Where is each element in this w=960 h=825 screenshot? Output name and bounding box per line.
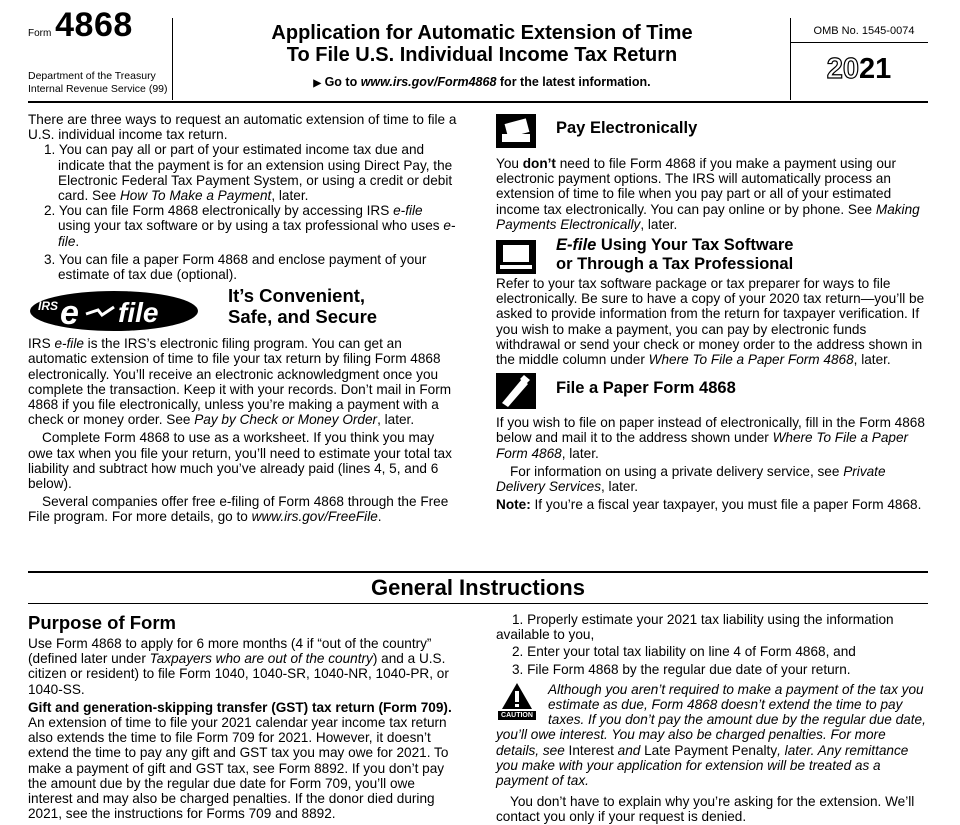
form-number: 4868: [55, 6, 133, 44]
out-of-country-link[interactable]: Taxpayers who are out of the country: [149, 651, 373, 667]
right-column: [496, 112, 930, 512]
caution-paragraph: [496, 682, 928, 788]
making-payments-link[interactable]: Making Payments Electronically: [496, 201, 920, 232]
ef-heading-italic: E-file: [556, 236, 597, 255]
text: Although you aren’t required to make a payment of the tax you estimate as due, Form 4868 doesn’t extend the time to pay taxes. If you don’t pay the amount due by the regular due date, you’ll owe interest. You may also be charged penalties. For more details, see: [496, 681, 926, 758]
way-text: , later.: [271, 188, 309, 204]
dept-treasury: Department of the Treasury: [28, 70, 156, 82]
goto-line: [176, 75, 788, 91]
way-italic: e-file: [393, 203, 423, 219]
efile-block: [28, 285, 458, 335]
irs-line: Internal Revenue Service (99): [28, 83, 168, 95]
text: , later.: [640, 216, 678, 232]
ef-heading-line2: or Through a Tax Professional: [556, 255, 794, 274]
form-title-line2: To File U.S. Individual Income Tax Return: [286, 44, 678, 66]
ef-heading: [556, 236, 793, 274]
intro-paragraph: There are three ways to request an automatic extension of time to file a U.S. individual income tax return.: [28, 112, 457, 143]
step-text: Properly estimate your 2021 tax liability using the information available to you,: [496, 612, 894, 643]
step-item-3: [496, 662, 928, 677]
text: , later.: [601, 479, 639, 495]
text: For information on using a private delivery service, see: [510, 463, 844, 479]
pay-heading-row: [496, 112, 930, 150]
form-word: Form: [28, 28, 52, 39]
steps-list: [496, 612, 928, 677]
omb-rule: [790, 42, 928, 43]
pay-heading: Pay Electronically: [556, 119, 698, 137]
ef-paragraph: [496, 276, 930, 367]
goto-suffix: for the latest information.: [499, 75, 651, 89]
step-num: 3.: [512, 661, 524, 677]
ways-list: [28, 142, 458, 282]
general-left-column: [28, 612, 458, 821]
general-top-rule: [28, 571, 928, 573]
way-text: You can file Form 4868 electronically by accessing IRS: [58, 203, 394, 219]
caution-warning-icon: [501, 682, 533, 710]
efile-logo-irs: IRS: [38, 299, 59, 314]
text: , later.: [377, 412, 415, 428]
way-item-2: [28, 203, 458, 249]
efile-heading-line1: It’s Convenient,: [228, 285, 366, 307]
caution-badge: [496, 682, 538, 722]
efile-paragraph-2: Complete Form 4868 to use as a worksheet. If you think you may owe tax when you file your return, you’ll need to estimate your total tax liability and subtract how much you’ve already paid (lines 4, 5, and 6 below).: [28, 430, 452, 492]
ef-heading-row: [496, 236, 930, 274]
text: Use Form 4868 to apply for 6 more months (4 if “out of the country” (defined later under: [28, 636, 432, 667]
efile-logo-e: e: [60, 294, 79, 333]
form-title: [176, 22, 788, 66]
way-ref-link[interactable]: How To Make a Payment: [119, 188, 272, 204]
gift-heading: Gift and generation-skipping transfer (GST) tax return (Form 709).: [28, 699, 452, 715]
step-item-1: [496, 612, 928, 642]
way-italic: e-file: [58, 218, 456, 249]
way-num: 2.: [44, 203, 56, 219]
tax-year: [790, 52, 928, 86]
left-column: [28, 112, 458, 525]
explain-paragraph: You don’t have to explain why you’re asking for the extension. We’ll contact you only if your request is denied.: [496, 794, 915, 825]
text-bold: don’t: [522, 156, 556, 171]
gift-paragraph: [28, 700, 458, 822]
step-num: 1.: [512, 612, 524, 627]
way-text: .: [75, 233, 80, 249]
efile-paragraph-1: [28, 336, 458, 427]
text: and: [613, 742, 645, 758]
goto-url-link[interactable]: www.irs.gov/Form4868: [360, 75, 497, 89]
step-text: File Form 4868 by the regular due date of your return.: [527, 661, 851, 677]
text: IRS: [28, 336, 55, 352]
text: .: [377, 509, 382, 525]
text: need to file Form 4868 if you make a payment using our electronic payment options. The IRS will automatically process an extension of time to file when you pay part or all of your estimated income tax electronically. You can pay online or by phone. See: [496, 156, 896, 217]
text: is the IRS’s electronic filing program. You can get an automatic extension of time to file your tax return by filing Form 4868 electronically. You’ll receive an electronic acknowledgment once you complete the transaction. Keep it with your records. Don’t mail in Form 4868 if you file electronically, unless you’re making a payment with a check or money order. See: [28, 336, 452, 428]
way-num: 3.: [44, 251, 56, 267]
note-label: Note:: [496, 497, 531, 513]
freefile-link[interactable]: www.irs.gov/FreeFile: [251, 509, 378, 525]
where-to-file-link[interactable]: Where To File a Paper Form 4868: [648, 352, 854, 368]
way-item-1: [28, 142, 458, 203]
way-text: using your tax software or by using a tax professional who uses: [58, 218, 444, 234]
text: Several companies offer free e-filing of Form 4868 through the Free File program. For more details, go to: [28, 494, 449, 525]
general-right-column: [496, 612, 928, 825]
pen-paper-icon: [496, 373, 536, 409]
text: An extension of time to file your 2021 calendar year income tax return also extends the time to file Form 709 for 2021. However, it doesn’t extend the time to pay any gift and GST tax you may owe for 2021. To make a payment of gift and GST tax, see Form 8892. If you don’t pay the amount due by the regular due date for Form 709, you’ll owe interest and may also be charged penalties. If the donor died during 2021, see the instructions for Forms 709 and 8892.: [28, 715, 449, 822]
credit-card-payment-icon: [496, 114, 536, 148]
pay-by-check-link[interactable]: Pay by Check or Money Order: [194, 412, 378, 428]
step-num: 2.: [512, 644, 524, 660]
text: , later.: [853, 352, 891, 368]
general-instructions-title: General Instructions: [371, 575, 585, 600]
paper-heading: File a Paper Form 4868: [556, 379, 736, 398]
efile-heading-line2: Safe, and Secure: [228, 306, 378, 328]
header-bottom-rule: [28, 101, 928, 103]
general-bottom-rule: [28, 603, 928, 604]
ef-heading-line1: Using Your Tax Software: [596, 236, 794, 255]
tax-year-bold: 21: [859, 53, 892, 85]
omb-number: OMB No. 1545-0074: [813, 25, 915, 37]
paper-paragraph-1: [496, 415, 930, 461]
goto-prefix: Go to: [324, 75, 358, 89]
form-title-line1: Application for Automatic Extension of Time: [271, 22, 693, 44]
paper-note: [496, 497, 930, 512]
caution-block: [496, 682, 928, 788]
efile-logo-file: file: [118, 297, 159, 329]
text: , later.: [561, 445, 599, 461]
text: If you wish to file on paper instead of electronically, fill in the Form 4868 below and mail it to the address shown under: [496, 415, 925, 446]
efile-paragraph-3: [28, 494, 458, 524]
text-italic: e-file: [54, 336, 84, 352]
way-text: You can file a paper Form 4868 and enclose payment of your estimate of tax due (optional).: [58, 251, 427, 283]
purpose-heading: Purpose of Form: [28, 612, 177, 633]
purpose-paragraph: [28, 636, 458, 697]
pay-paragraph: [496, 156, 930, 232]
paper-heading-row: [496, 373, 930, 413]
interest-link[interactable]: Interest: [568, 742, 614, 758]
way-text: You can pay all or part of your estimated income tax due and indicate that the payment is for an extension using Direct Pay, the Electronic Federal Tax Payment System, or using a credit or debit card. See: [58, 142, 453, 204]
paper-paragraph-2: [496, 464, 930, 494]
text: ) and a U.S. citizen or resident) to file Form 1040, 1040-SR, 1040-NR, 1040-PR, or 1040-SS.: [28, 651, 449, 697]
text: Refer to your tax software package or tax preparer for ways to file electronically. Be sure to have a copy of your 2020 tax return—you’ll be asked to provide information from the return for taxpayer verification. If you wish to make a payment, you can pay by electronic funds withdrawal or send your check or money order to the address shown in the middle column under: [496, 276, 925, 368]
step-item-2: [496, 644, 928, 659]
arrow-right-icon: ▶: [313, 78, 322, 89]
late-payment-link[interactable]: Late Payment Penalty: [644, 742, 778, 758]
step-text: Enter your total tax liability on line 4 of Form 4868, and: [527, 644, 856, 660]
way-item-3: [28, 252, 458, 282]
irs-efile-logo: [28, 289, 200, 333]
caution-label: CAUTION: [498, 711, 536, 720]
tax-year-outline: 20: [826, 53, 859, 85]
form-id-block: [28, 6, 168, 44]
text: , later. Any remittance you make with your application for extension will be treated as a payment of tax.: [496, 742, 909, 789]
computer-icon: [496, 240, 536, 274]
form-header: [0, 0, 960, 103]
text: You: [496, 156, 523, 171]
text: If you’re a fiscal year taxpayer, you must file a paper Form 4868.: [530, 497, 922, 513]
way-num: 1.: [44, 142, 56, 158]
header-divider-left: [172, 18, 173, 100]
efile-heading: [228, 285, 377, 327]
private-delivery-link[interactable]: Private Delivery Services: [496, 463, 886, 495]
where-to-file-link[interactable]: Where To File a Paper Form 4868: [496, 430, 909, 461]
